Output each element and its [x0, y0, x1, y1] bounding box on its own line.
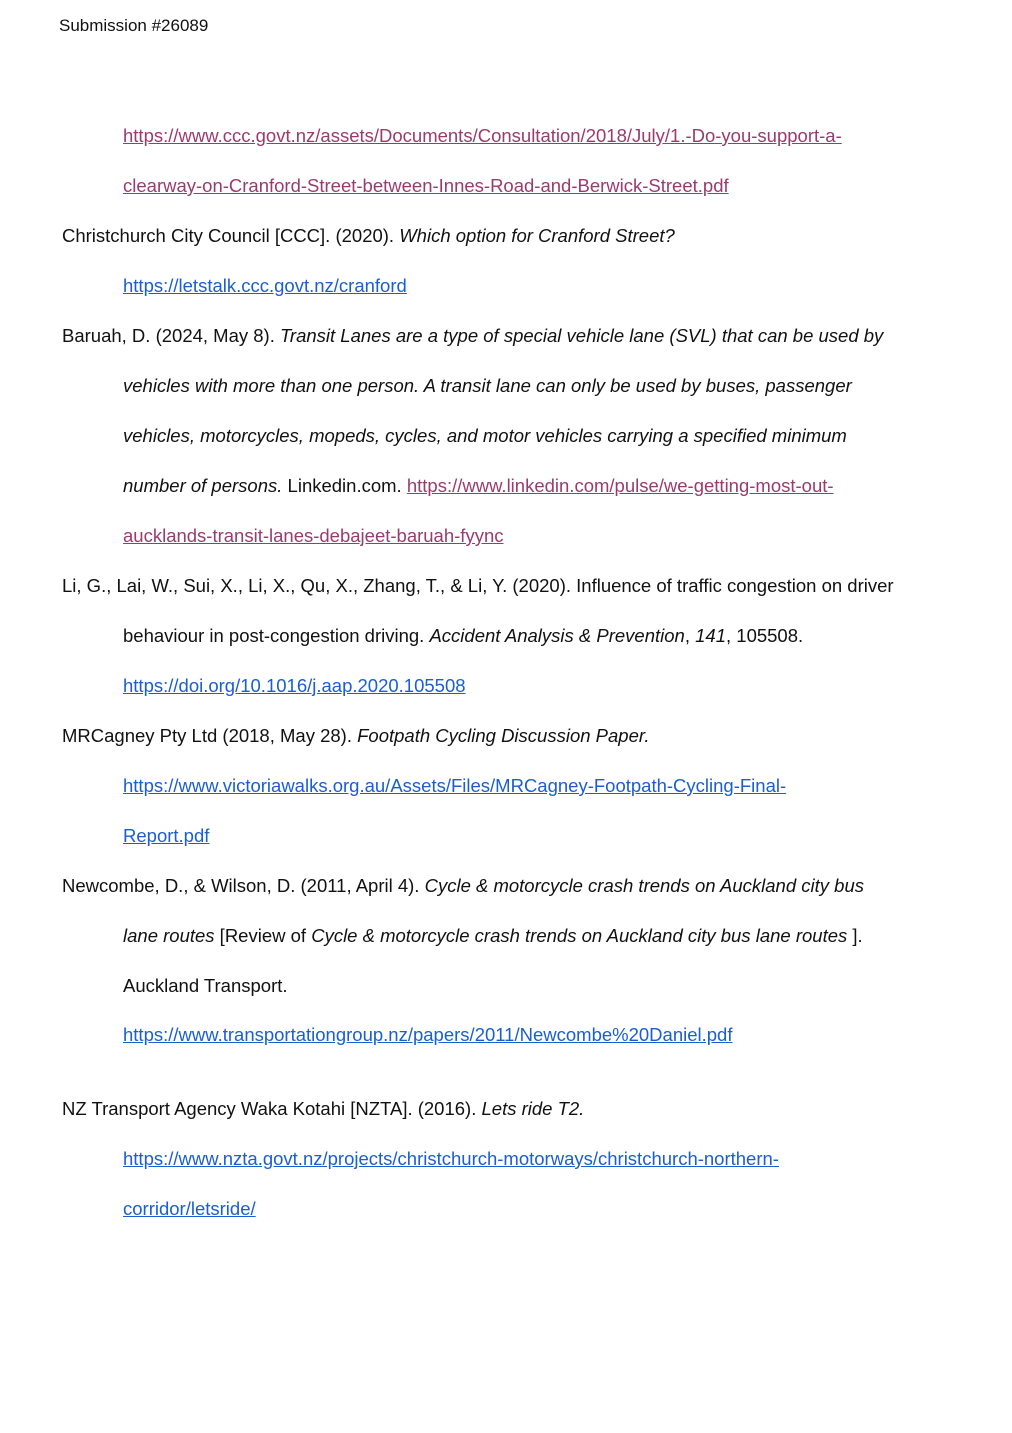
ref-ccc2020-url-line: [123, 274, 407, 298]
ref-ccc2020-link[interactable]: https://letstalk.ccc.govt.nz/cranford: [123, 275, 407, 296]
ref-ccc2020-authors: Christchurch City Council [CCC]. (2020).: [62, 225, 400, 246]
ref-mrcagney-authors: MRCagney Pty Ltd (2018, May 28).: [62, 725, 358, 746]
ref-newcombe-review-prefix: [Review of: [214, 925, 312, 946]
ref-li-line2: [123, 624, 803, 648]
ref-mrcagney-url-line2: [123, 824, 209, 848]
ref-newcombe-title-1: Cycle & motorcycle crash trends on Auckland city bus: [424, 875, 864, 896]
submission-header: Submission #26089: [59, 16, 209, 35]
ref-nzta-link-part1[interactable]: https://www.nzta.govt.nz/projects/christchurch-motorways/christchurch-northern-: [123, 1148, 779, 1169]
ref-baruah-line4: [123, 474, 834, 498]
ref-li-volume: 141: [695, 625, 726, 646]
ref-newcombe-line3: [123, 974, 288, 998]
ref-baruah-authors: Baruah, D. (2024, May 8).: [62, 325, 280, 346]
ref-li-sep: ,: [684, 625, 696, 646]
ref-newcombe-review-suffix: ].: [847, 925, 863, 946]
ref-newcombe-review-title: Cycle & motorcycle crash trends on Auckland city bus lane routes: [311, 925, 848, 946]
ref-nzta-url-line1: [123, 1147, 779, 1171]
ref-nzta-title: Lets ride T2.: [481, 1098, 585, 1119]
ref-baruah-line5: [123, 524, 503, 548]
ref-ccc2018-url-line1: [123, 124, 842, 148]
ref-nzta-authors: NZ Transport Agency Waka Kotahi [NZTA]. (2016).: [62, 1098, 482, 1119]
ref-baruah-line1: [62, 324, 883, 348]
ref-nzta-link-part2[interactable]: corridor/letsride/: [123, 1198, 256, 1219]
ref-baruah-title-2: vehicles with more than one person. A transit lane can only be used by buses, passenger: [123, 375, 852, 396]
ref-nzta-url-line2: [123, 1197, 256, 1221]
ref-newcombe-authors: Newcombe, D., & Wilson, D. (2011, April 4).: [62, 875, 425, 896]
ref-mrcagney-title: Footpath Cycling Discussion Paper.: [357, 725, 650, 746]
ref-newcombe-line1: [62, 874, 864, 898]
ref-ccc2018-url-line2: [123, 174, 729, 198]
ref-li-link[interactable]: https://doi.org/10.1016/j.aap.2020.105508: [123, 675, 466, 696]
ref-baruah-title-4: number of persons.: [123, 475, 283, 496]
ref-newcombe-title-2: lane routes: [123, 925, 215, 946]
ref-li-text-2: behaviour in post-congestion driving.: [123, 625, 430, 646]
ref-mrcagney-link-part1[interactable]: https://www.victoriawalks.org.au/Assets/Files/MRCagney-Footpath-Cycling-Final-: [123, 775, 787, 796]
ref-mrcagney-line1: [62, 724, 649, 748]
ref-li-text-1: Li, G., Lai, W., Sui, X., Li, X., Qu, X., Zhang, T., & Li, Y. (2020). Influence of traffic congestion on driver: [62, 575, 894, 596]
ref-baruah-title-1: Transit Lanes are a type of special vehicle lane (SVL) that can be used by: [280, 325, 884, 346]
ref-newcombe-link[interactable]: https://www.transportationgroup.nz/papers/2011/Newcombe%20Daniel.pdf: [123, 1024, 733, 1045]
ref-ccc2020-title: Which option for Cranford Street?: [399, 225, 675, 246]
ref-baruah-link-part1[interactable]: https://www.linkedin.com/pulse/we-getting-most-out-: [406, 475, 834, 496]
ref-baruah-line3: [123, 424, 847, 448]
ref-newcombe-line2: [123, 924, 863, 948]
ref-newcombe-url-line: [123, 1023, 732, 1047]
ref-mrcagney-link-part2[interactable]: Report.pdf: [123, 825, 210, 846]
ref-li-pages: , 105508.: [726, 625, 804, 646]
ref-li-line1: [62, 574, 894, 598]
ref-ccc2018-link-part2[interactable]: clearway-on-Cranford-Street-between-Innes-Road-and-Berwick-Street.pdf: [123, 175, 729, 196]
ref-li-journal: Accident Analysis & Prevention: [429, 625, 685, 646]
ref-baruah-line2: [123, 374, 852, 398]
ref-li-url-line: [123, 674, 466, 698]
ref-baruah-link-part2[interactable]: aucklands-transit-lanes-debajeet-baruah-fyync: [123, 525, 504, 546]
ref-newcombe-publisher: Auckland Transport.: [123, 975, 288, 996]
ref-nzta-line1: [62, 1097, 584, 1121]
ref-ccc2018-link-part1[interactable]: https://www.ccc.govt.nz/assets/Documents/Consultation/2018/July/1.-Do-you-support-a-: [123, 125, 842, 146]
ref-baruah-title-3: vehicles, motorcycles, mopeds, cycles, and motor vehicles carrying a specified minimum: [123, 425, 847, 446]
ref-mrcagney-url-line1: [123, 774, 786, 798]
ref-baruah-source: Linkedin.com.: [282, 475, 407, 496]
ref-ccc2020: [62, 224, 675, 248]
